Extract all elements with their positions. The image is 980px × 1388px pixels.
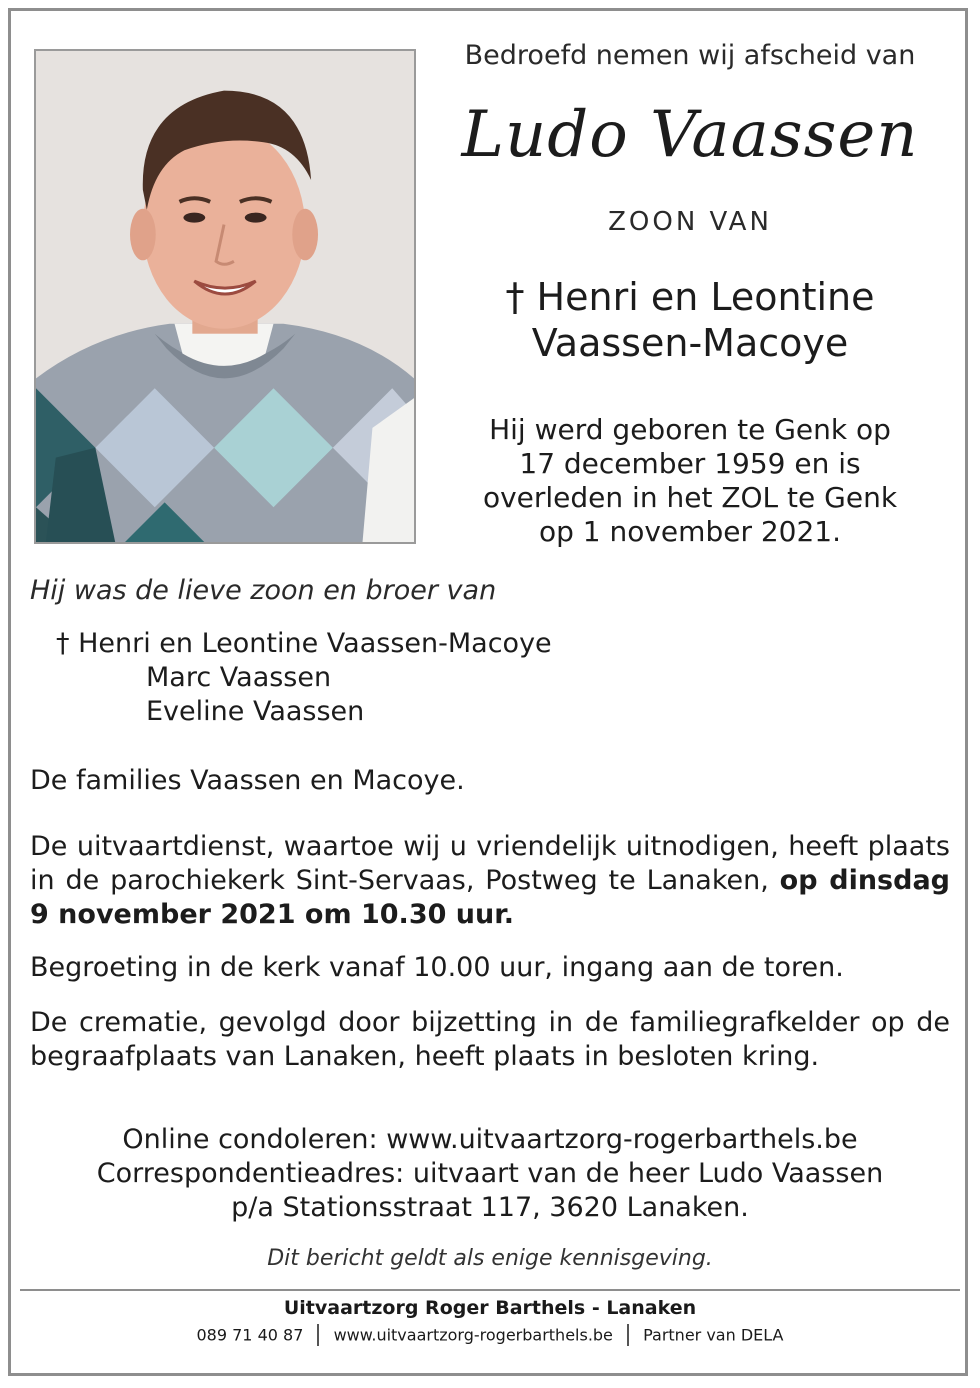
birth-line-2: 17 december 1959 en is	[519, 447, 861, 480]
footer-website[interactable]: www.uitvaartzorg-rogerbarthels.be	[333, 1325, 613, 1345]
birth-line-1: Hij werd geboren te Genk op	[489, 413, 891, 446]
parents-heading	[440, 274, 940, 366]
contact-block	[30, 1123, 950, 1225]
footer-phone: 089 71 40 87	[196, 1325, 304, 1345]
parents-line-2: Vaassen-Macoye	[531, 321, 849, 365]
birth-line-4: op 1 november 2021.	[538, 515, 842, 548]
funeral-service-date: op dinsdag 9 november 2021 om 10.30 uur.	[30, 865, 950, 930]
family-parents: † Henri en Leontine Vaassen-Macoye	[56, 628, 552, 659]
zoon-van-label: ZOON VAN	[608, 207, 772, 237]
correspondence-address: Correspondentieadres: uitvaart van de heer Ludo Vaassen	[96, 1158, 884, 1189]
family-list	[56, 627, 552, 729]
parents-line-1: † Henri en Leontine	[505, 275, 875, 319]
birth-details	[440, 413, 940, 549]
funeral-service-text: De uitvaartdienst, waartoe wij u vriendelijk uitnodigen, heeft plaats in de parochiekerk Sint-Servaas, Postweg te Lanaken,	[30, 831, 950, 896]
notice-text: Dit bericht geldt als enige kennisgeving.	[267, 1246, 713, 1271]
funeral-service-paragraph	[30, 830, 950, 932]
portrait-photo	[34, 49, 416, 544]
postal-address: p/a Stationsstraat 117, 3620 Lanaken.	[231, 1192, 749, 1223]
funeral-home-name: Uitvaartzorg Roger Barthels - Lanaken	[283, 1297, 697, 1319]
birth-line-3: overleden in het ZOL te Genk	[482, 481, 898, 514]
online-condolence: Online condoleren: www.uitvaartzorg-rogerbarthels.be	[122, 1124, 858, 1155]
footer-contact	[20, 1324, 960, 1346]
footer-divider	[20, 1289, 960, 1291]
family-heading: Hij was de lieve zoon en broer van	[30, 575, 497, 606]
sibling-name: Eveline Vaassen	[146, 696, 365, 727]
deceased-name: Ludo Vaassen	[461, 98, 919, 172]
intro-text: Bedroefd nemen wij afscheid van	[464, 40, 916, 71]
footer-separator	[317, 1324, 319, 1346]
greeting-paragraph: Begroeting in de kerk vanaf 10.00 uur, ingang aan de toren.	[30, 952, 844, 983]
cremation-paragraph: De crematie, gevolgd door bijzetting in de familiegrafkelder op de begraafplaats van Lanaken, heeft plaats in besloten kring.	[30, 1007, 950, 1072]
footer-separator	[627, 1324, 629, 1346]
sibling-name: Marc Vaassen	[146, 662, 332, 693]
footer-partner: Partner van DELA	[643, 1325, 784, 1345]
families-line: De families Vaassen en Macoye.	[30, 765, 465, 796]
